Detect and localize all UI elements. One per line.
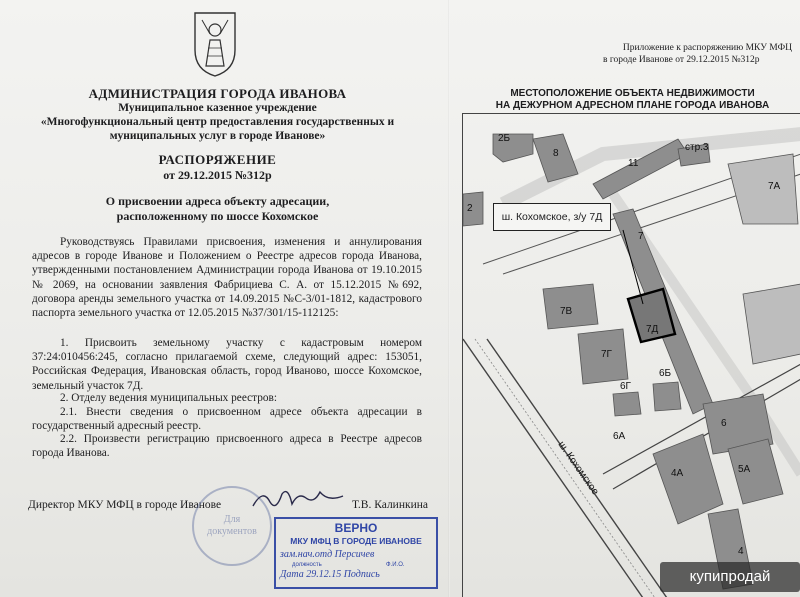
- stamp-row-date: Дата 29.12.15 Подпись: [280, 569, 380, 580]
- round-stamp-line-2: документов: [207, 526, 257, 537]
- map-drawing: [463, 114, 800, 597]
- organization-name: АДМИНИСТРАЦИЯ ГОРОДА ИВАНОВА: [88, 86, 347, 101]
- appendix-line-2: в городе Иванове от 29.12.2015 №312р: [603, 55, 760, 65]
- building-5a: [728, 439, 783, 504]
- label-6a: 6А: [613, 431, 626, 442]
- subject-line-1: О присвоении адреса объекту адресации,: [105, 194, 330, 208]
- label-7v: 7В: [560, 306, 573, 317]
- label-4: 4: [738, 546, 744, 557]
- handwritten-signature-icon: [248, 484, 348, 514]
- institution-line-2: «Многофункциональный центр предоставления государственных и: [40, 116, 395, 128]
- appendix-line-1: Приложение к распоряжению МКУ МФЦ: [622, 43, 792, 53]
- map-title-line-2: НА ДЕЖУРНОМ АДРЕСНОМ ПЛАНЕ ГОРОДА ИВАНОВА: [495, 100, 770, 111]
- label-8: 8: [553, 148, 559, 159]
- paragraph-preamble: Руководствуясь Правилами присвоения, изменения и аннулирования адресов в городе Иванове и Положением о Реестре адресов города Иванова, утвержденными постановлением Администрации города Иванова от 19.10.2015 № 2069, на основании заявления Фабрициева С. А. от 15.12.2015 №692, договора аренды земельного участка от 14.09.2015 №С-3/01-1812, кадастрового паспорта земельного участка от 12.05.2015 №37/301/15-112125:: [32, 236, 422, 320]
- paragraph-item-1: 1. Присвоить земельному участку с кадастровым номером 37:24:010456:245, согласно прилагаемой схеме, следующий адрес: 153051, Российская Федерация, Ивановская область, город Иваново, шоссе Кохомское, земельный участок 7Д.: [32, 337, 422, 392]
- label-7a: 7А: [768, 181, 781, 192]
- round-stamp-line-1: Для: [223, 514, 241, 525]
- paper-fold: [448, 0, 450, 597]
- paragraph-item-2: 2. Отделу ведения муниципальных реестров:: [60, 392, 277, 404]
- signer-name: Т.В. Калинкина: [352, 499, 428, 511]
- city-coat-of-arms-icon: [190, 8, 240, 78]
- label-6g: 6Г: [620, 381, 631, 392]
- label-5a: 5А: [738, 464, 751, 475]
- stamp-row-position: зам.нач.отд Персичев: [280, 549, 375, 560]
- label-4a: 4А: [671, 468, 684, 479]
- certification-stamp: [274, 517, 438, 589]
- building-6b: [653, 382, 681, 411]
- label-7g: 7Г: [601, 349, 612, 360]
- address-map: [462, 113, 800, 597]
- institution-line-3: муниципальных услуг в городе Иванове»: [109, 130, 326, 142]
- label-6b: 6Б: [659, 368, 672, 379]
- subject-line-2: расположенному по шоссе Кохомское: [116, 209, 319, 223]
- stamp-hint-position: должность: [292, 562, 322, 568]
- building-east: [743, 284, 800, 364]
- map-title-line-1: МЕСТОПОЛОЖЕНИЕ ОБЪЕКТА НЕДВИЖИМОСТИ: [510, 88, 755, 99]
- address-callout: ш. Кохомское, з/у 7Д: [493, 203, 611, 231]
- label-7: 7: [638, 231, 644, 242]
- label-2: 2: [467, 203, 473, 214]
- watermark: купипродай: [660, 562, 800, 592]
- label-str3: стр.3: [685, 142, 709, 153]
- stamp-title: ВЕРНО: [334, 521, 378, 535]
- document-type: РАСПОРЯЖЕНИЕ: [158, 152, 277, 167]
- label-2b: 2Б: [498, 133, 511, 144]
- stamp-hint-name: Ф.И.О.: [386, 562, 405, 568]
- paragraph-item-2-2: 2.2. Произвести регистрацию присвоенного адреса в Реестре адресов города Иванова.: [32, 433, 422, 460]
- label-11: 11: [628, 158, 639, 169]
- document-date: от 29.12.2015 №312р: [163, 168, 272, 182]
- street-label: ш. Кохомское: [555, 439, 601, 498]
- paragraph-item-2-1: 2.1. Внести сведения о присвоенном адресе объекта адресации в государственный адресный реестр.: [32, 406, 422, 433]
- building-6g: [613, 392, 641, 416]
- stamp-organization: МКУ МФЦ В ГОРОДЕ ИВАНОВЕ: [290, 536, 422, 546]
- label-7d: 7Д: [646, 324, 659, 335]
- building-2: [463, 192, 483, 226]
- institution-line-1: Муниципальное казенное учреждение: [118, 102, 317, 114]
- signer-position: Директор МКУ МФЦ в городе Иванове: [28, 499, 222, 511]
- label-6: 6: [721, 418, 727, 429]
- building-7a: [728, 154, 798, 224]
